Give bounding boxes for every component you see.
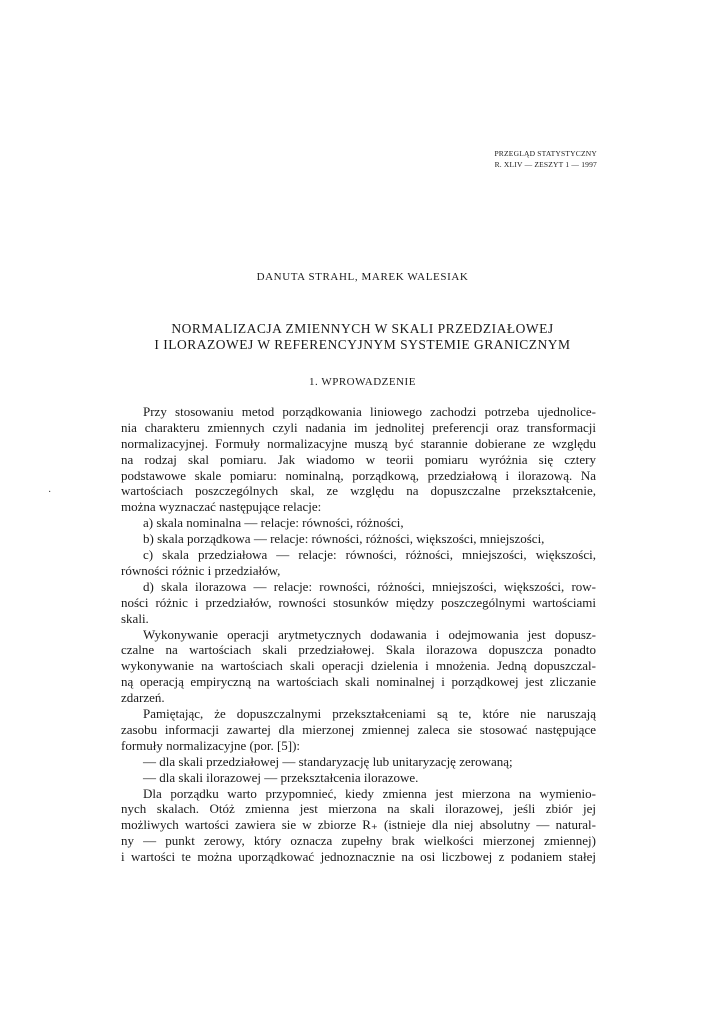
body-line: Dla porządku warto przypomnieć, kiedy zmienna jest mierzona na wymienio- — [143, 785, 596, 801]
authors: DANUTA STRAHL, MAREK WALESIAK — [256, 271, 469, 283]
journal-name: PRZEGLĄD STATYSTYCZNY — [494, 149, 597, 158]
list-item-dash: — dla skali ilorazowej — przekształcenia ilorazowe. — [143, 769, 419, 785]
list-item-d: d) skala ilorazowa — relacje: rowności, różności, mniejszości, większości, row- — [143, 578, 596, 594]
margin-mark: · — [48, 487, 52, 498]
body-line: podstawowe skale pomiaru: nominalną, porządkową, przedziałową i ilorazową. Na — [121, 467, 596, 483]
body-line: można wyznaczać następujące relacje: — [121, 499, 322, 515]
body-line: zdarzeń. — [121, 690, 165, 706]
body-line: czalne na wartościach skali przedziałowej. Skala ilorazowa dopuszcza ponadto — [121, 642, 596, 658]
body-line: nia charakteru zmiennych czyli nadania im jednolitej preferencji oraz transformacji — [121, 419, 596, 435]
body-line: Pamiętając, że dopuszczalnymi przekształceniami są te, które nie naruszają — [143, 706, 596, 722]
title-line-1: NORMALIZACJA ZMIENNYCH W SKALI PRZEDZIAŁOWEJ — [171, 321, 554, 336]
paper-title — [0, 321, 725, 353]
body-line: na rodzaj skal pomiaru. Jak wiadomo w teorii pomiaru wyróżnia się cztery — [121, 451, 596, 467]
title-line-2: I ILORAZOWEJ W REFERENCYJNYM SYSTEMIE GRANICZNYM — [154, 337, 571, 352]
body-line: wykonywanie na wartościach skali operacji dzielenia i mnożenia. Jedną dopuszczal- — [121, 658, 596, 674]
journal-issue: R. XLIV — ZESZYT 1 — 1997 — [494, 160, 597, 169]
body-line: formuły normalizacyjne (por. [5]): — [121, 737, 301, 753]
list-item-dash: — dla skali przedziałowej — standaryzację lub unitaryzację zerowaną; — [143, 753, 513, 769]
list-item-b: b) skala porządkowa — relacje: równości, różności, większości, mniejszości, — [143, 531, 545, 547]
body-line: nych skalach. Otóż zmienna jest mierzona na skali ilorazowej, jeśli zbiór jej — [121, 801, 596, 817]
body-line: ności różnic i przedziałów, rowności stosunków między poszczególnymi wartościami — [121, 594, 596, 610]
body-line: ny — punkt zerowy, który oznacza zupełny brak wielkości mierzonej zmiennej) — [121, 833, 596, 849]
journal-header — [494, 148, 597, 170]
body-text — [121, 404, 596, 865]
list-item-c: c) skala przedziałowa — relacje: równości, różności, mniejszości, większości, — [143, 547, 596, 563]
body-line: normalizacyjnej. Formuły normalizacyjne muszą być starannie dobierane ze względu — [121, 435, 596, 451]
list-item-a: a) skala nominalna — relacje: równości, różności, — [143, 515, 404, 531]
body-line: Przy stosowaniu metod porządkowania liniowego zachodzi potrzeba ujednolice- — [143, 404, 596, 419]
body-line: możliwych wartości zawiera sie w zbiorze R₊ (istnieje dla niej absolutny — natural- — [121, 817, 596, 833]
body-line: zasobu informacji zawartej dla mierzonej zmiennej zaleca sie stosować następujące — [121, 721, 596, 737]
body-line: ną operacją empiryczną na wartościach skali nominalnej i porządkowej jest zliczanie — [121, 674, 596, 690]
section-heading: 1. WPROWADZENIE — [309, 376, 416, 388]
body-line: Wykonywanie operacji arytmetycznych dodawania i odejmowania jest dopusz- — [143, 626, 596, 642]
body-line: równości różnic i przedziałów, — [121, 562, 281, 578]
body-line: i wartości te można uporządkować jednoznacznie na osi liczbowej z podaniem stałej — [121, 849, 596, 865]
body-line: skali. — [121, 610, 149, 626]
body-line: wartościach poszczególnych skal, ze względu na dopuszczalne przekształcenie, — [121, 483, 596, 499]
